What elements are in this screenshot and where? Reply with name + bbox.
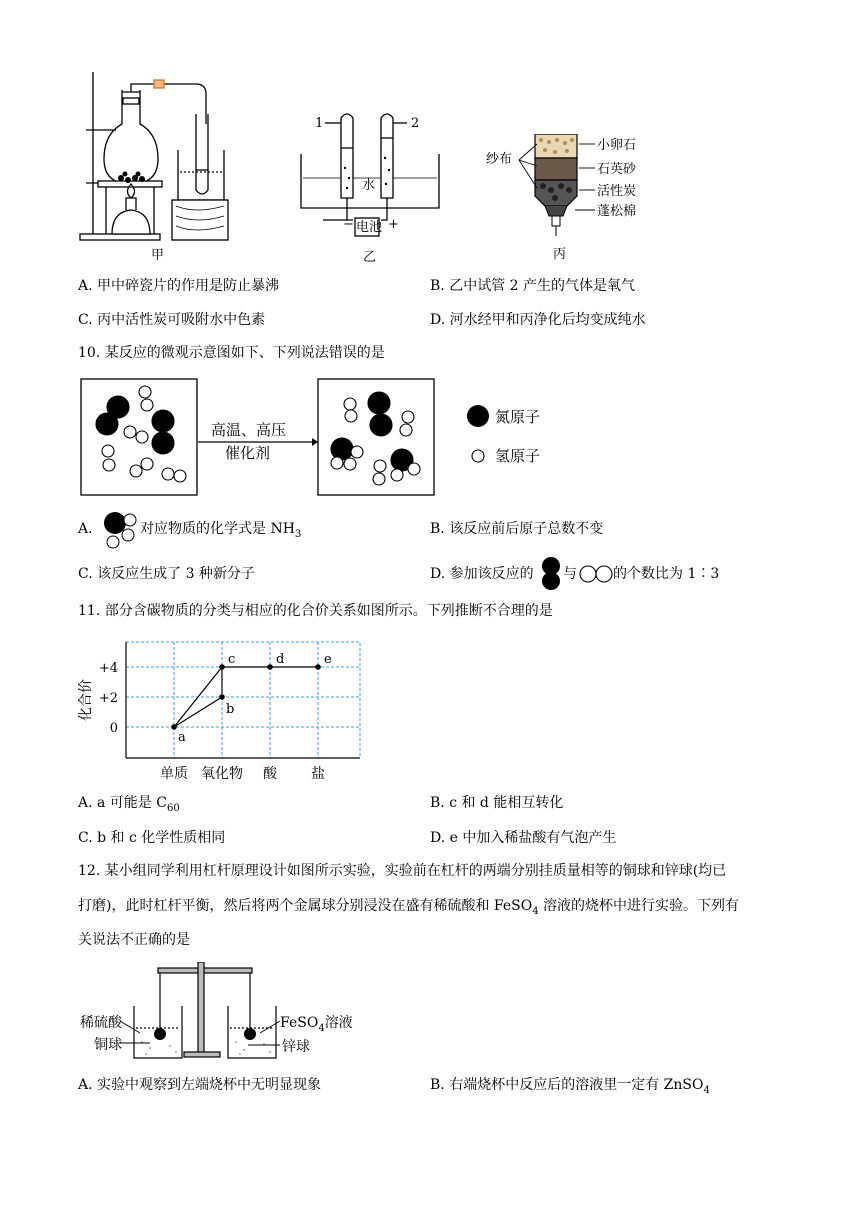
chart-point-b <box>219 694 225 700</box>
tube2-label: 2 <box>411 116 420 131</box>
q10-option-a-sub: 3 <box>294 528 302 540</box>
reaction-condition-bottom: 催化剂 <box>225 444 271 462</box>
reaction-condition-top: 高温、高压 <box>211 421 287 439</box>
chart-point-e <box>315 664 321 670</box>
feso4-label-a: FeSO <box>280 1015 319 1031</box>
q9-option-a: A. 甲中碎瓷片的作用是防止暴沸 <box>78 278 280 294</box>
pos-terminal-label: + <box>388 217 399 232</box>
tube1-label: 1 <box>315 116 324 131</box>
q11-option-a <box>78 794 180 818</box>
q10-stem: 10. 某反应的微观示意图如下、下列说法错误的是 <box>78 345 385 361</box>
chart-y-tick-label: 0 <box>109 721 118 736</box>
q10-option-b: B. 该反应前后原子总数不变 <box>430 521 604 537</box>
q12-stem-line2-b: 溶液的烧杯中进行实验。下列有 <box>538 898 740 914</box>
q10-option-a-text <box>140 520 301 544</box>
cotton-label: 蓬松棉 <box>597 204 637 219</box>
feso4-label-sub: 4 <box>318 1022 325 1034</box>
q12-stem-line2 <box>78 897 739 921</box>
valence-chart <box>72 634 382 784</box>
figure-label-bing: 丙 <box>553 247 567 262</box>
figure-label-yi: 乙 <box>363 250 377 265</box>
battery-label: 电池 <box>356 220 383 235</box>
figure-distillation-jia <box>76 64 246 264</box>
chart-point-d <box>267 664 273 670</box>
pebble-label: 小卵石 <box>597 138 637 153</box>
legend-nitrogen: 氮原子 <box>495 408 541 426</box>
chart-point-label: e <box>324 652 332 667</box>
gauze-label: 纱布 <box>486 152 513 167</box>
chart-x-tick-label: 氧化物 <box>201 766 243 782</box>
chart-point-label: c <box>228 652 236 667</box>
chart-point-label: a <box>178 730 186 745</box>
chart-y-tick-label: +4 <box>98 661 118 676</box>
legend-hydrogen: 氢原子 <box>495 447 541 465</box>
q10-option-c: C. 该反应生成了 3 种新分子 <box>78 566 255 582</box>
sand-label: 石英砂 <box>597 162 637 177</box>
q11-option-a-prefix: A. a 可能是 C <box>78 795 167 811</box>
zinc-ball-label: 锌球 <box>282 1039 310 1055</box>
q9-option-d: D. 河水经甲和丙净化后均变成纯水 <box>430 312 646 328</box>
q9-option-b: B. 乙中试管 2 产生的气体是氧气 <box>430 278 635 294</box>
q12-option-b-sub: 4 <box>703 1084 710 1096</box>
carbon-label: 活性炭 <box>597 184 637 199</box>
chart-point-c <box>219 664 225 670</box>
feso4-label-b: 溶液 <box>324 1015 353 1031</box>
q11-stem: 11. 部分含碳物质的分类与相应的化合价关系如图所示。下列推断不合理的是 <box>78 603 553 619</box>
q12-stem-line1: 12. 某小组同学利用杠杆原理设计如图所示实验，实验前在杠杆的两端分别挂质量相等的铜球和锌球(均已 <box>78 863 727 879</box>
q12-option-b <box>430 1076 710 1100</box>
q12-option-a: A. 实验中观察到左端烧杯中无明显现象 <box>78 1077 322 1093</box>
q11-option-b: B. c 和 d 能相互转化 <box>430 795 564 811</box>
q12-stem-line2-sub: 4 <box>532 905 539 917</box>
q12-option-b-prefix: B. 右端烧杯中反应后的溶液里一定有 ZnSO <box>430 1077 704 1093</box>
chart-x-tick-label: 酸 <box>263 766 277 782</box>
q12-stem-line2-a: 打磨)，此时杠杆平衡，然后将两个金属球分别浸没在盛有稀硫酸和 FeSO <box>78 898 533 914</box>
water-label: 水 <box>362 178 376 193</box>
lever-pointer-lines <box>120 1015 280 1055</box>
q10-option-a-prefix: A. <box>78 521 93 537</box>
q10-option-d-suffix: 的个数比为 1∶3 <box>613 566 720 582</box>
q10-option-d-prefix: D. 参加该反应的 <box>430 566 534 582</box>
figure-label-jia: 甲 <box>151 248 165 263</box>
q9-option-c: C. 丙中活性炭可吸附水中色素 <box>78 312 266 328</box>
acid-label: 稀硫酸 <box>80 1015 122 1031</box>
chart-point-a <box>171 724 177 730</box>
feso4-label <box>280 1014 353 1038</box>
q10-option-d-mid: 与 <box>563 566 577 582</box>
chart-point-label: d <box>276 652 285 667</box>
copper-ball-label: 铜球 <box>94 1037 122 1053</box>
q11-option-d: D. e 中加入稀盐酸有气泡产生 <box>430 830 617 846</box>
chart-point-label: b <box>226 702 235 717</box>
nh3-molecule-icon <box>100 508 140 550</box>
reaction-diagram <box>80 378 520 498</box>
neg-terminal-label: − <box>343 217 354 232</box>
chart-x-tick-label: 单质 <box>160 766 188 782</box>
chart-x-tick-label: 盐 <box>311 766 325 782</box>
q11-option-c: C. b 和 c 化学性质相同 <box>78 830 226 846</box>
n2-molecule-icon <box>539 556 563 590</box>
q12-stem-line3: 关说法不正确的是 <box>78 932 190 948</box>
chart-y-axis-label: 化合价 <box>78 679 94 721</box>
chart-y-tick-label: +2 <box>98 691 118 706</box>
h2-molecule-icon <box>578 564 614 584</box>
q11-option-a-sub: 60 <box>166 802 180 814</box>
chart-link-line <box>174 697 222 727</box>
q10-option-a-suffix: 对应物质的化学式是 NH <box>140 521 295 537</box>
